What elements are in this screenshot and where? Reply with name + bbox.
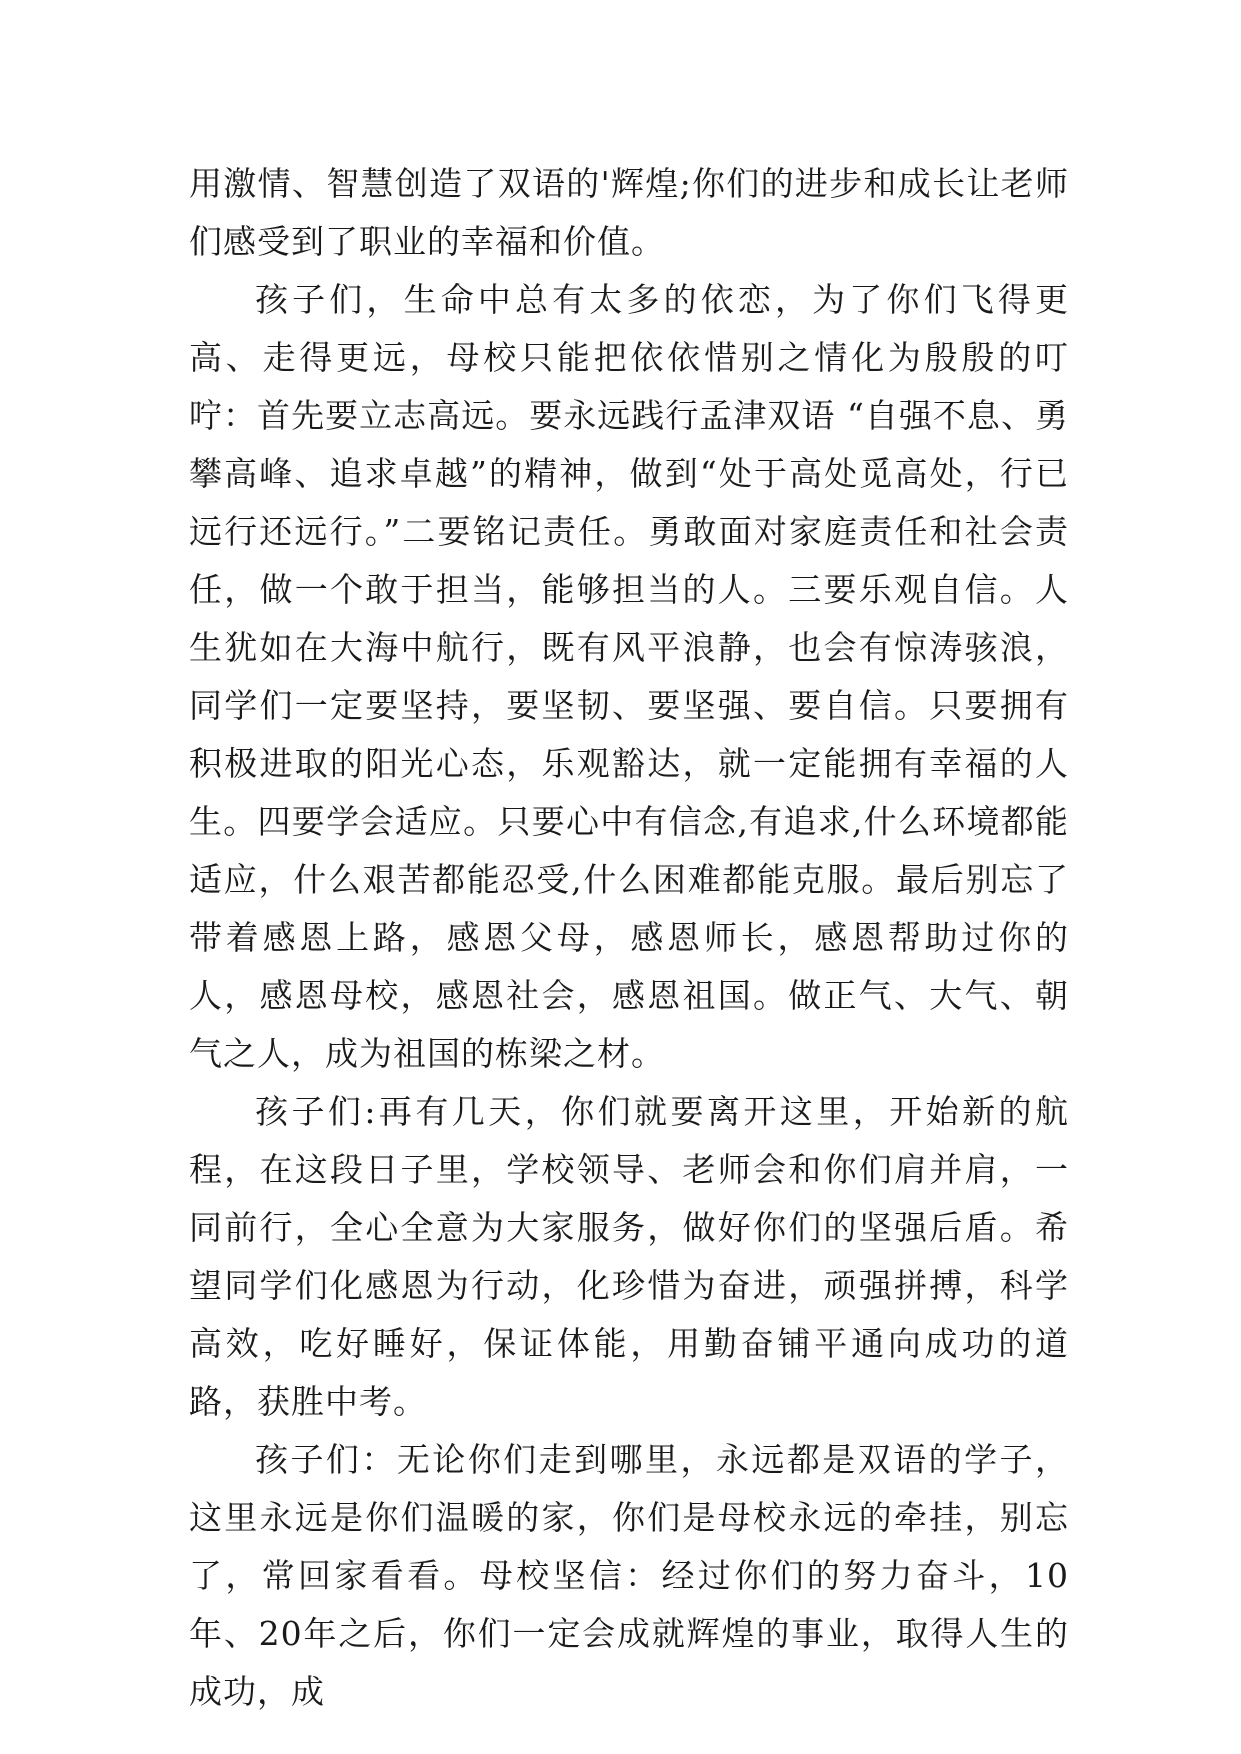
paragraph-advice: 孩子们，生命中总有太多的依恋，为了你们飞得更高、走得更远，母校只能把依依惜别之情化为殷殷的叮咛：首先要立志高远。要永远践行孟津双语 “自强不息、勇攀高峰、追求卓越”的精神，做到“处于高处觅高处，行已远行还远行。”二要铭记责任。勇敢面对家庭责任和社会责任，做一个敢于担当，能够担当的人。三要乐观自信。人生犹如在大海中航行，既有风平浪静，也会有惊涛骇浪，同学们一定要坚持，要坚韧、要坚强、要自信。只要拥有积极进取的阳光心态，乐观豁达，就一定能拥有幸福的人生。四要学会适应。只要心中有信念,有追求,什么环境都能适应，什么艰苦都能忍受,什么困难都能克服。最后别忘了带着感恩上路，感恩父母，感恩师长，感恩帮助过你的人，感恩母校，感恩社会，感恩祖国。做正气、大气、朝气之人，成为祖国的栋梁之材。 bbox=[189, 280, 1069, 1073]
paragraph-farewell: 孩子们:再有几天，你们就要离开这里，开始新的航程，在这段日子里，学校领导、老师会和你们肩并肩，一同前行，全心全意为大家服务，做好你们的坚强后盾。希望同学们化感恩为行动，化珍惜为奋进，顽强拼搏，科学高效，吃好睡好，保证体能，用勤奋铺平通向成功的道路，获胜中考。 bbox=[189, 1092, 1069, 1421]
body-text bbox=[189, 155, 1069, 1721]
paragraph-home: 孩子们：无论你们走到哪里，永远都是双语的学子，这里永远是你们温暖的家，你们是母校永远的牵挂，别忘了，常回家看看。母校坚信：经过你们的努力奋斗，10年、20年之后，你们一定会成就辉煌的事业，取得人生的成功，成 bbox=[189, 1440, 1069, 1711]
paragraph-continuation: 用激情、智慧创造了双语的'辉煌;你们的进步和成长让老师们感受到了职业的幸福和价值。 bbox=[189, 164, 1069, 261]
